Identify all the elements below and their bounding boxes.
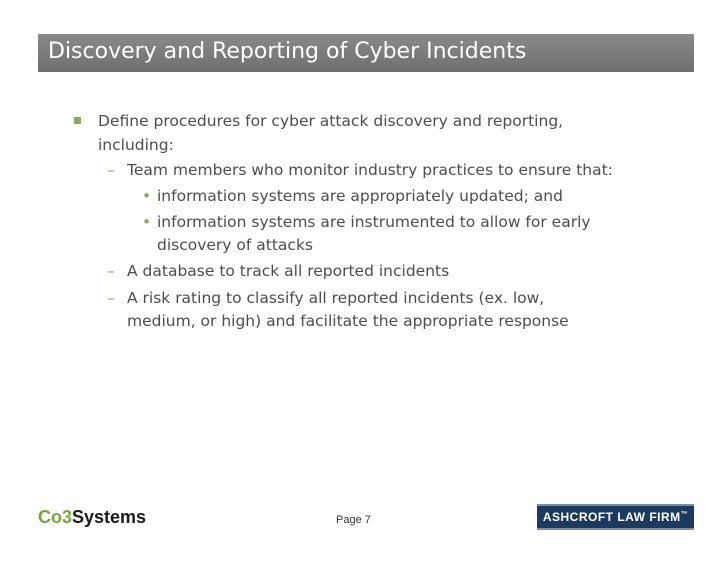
- logo-systems-text: Systems: [72, 507, 147, 527]
- bullet-l2-database: A database to track all reported incidents: [127, 262, 450, 280]
- bullet-l2-team-members: Team members who monitor industry practices to ensure that:: [127, 161, 613, 179]
- square-bullet-icon: [74, 117, 81, 124]
- law-firm-name: ASHCROFT LAW FIRM: [542, 510, 681, 524]
- bullet-l3-instrumented-line1: information systems are instrumented to allow for early: [157, 213, 591, 231]
- dash-bullet-icon: –: [107, 161, 115, 179]
- dot-bullet-icon: •: [142, 213, 152, 231]
- bullet-l2-risk-rating-line1: A risk rating to classify all reported incidents (ex. low,: [127, 289, 545, 307]
- bullet-l3-updated: information systems are appropriately updated; and: [157, 187, 563, 205]
- co3systems-logo: [38, 507, 146, 528]
- bullet-l1-line1: Define procedures for cyber attack discovery and reporting,: [98, 112, 564, 130]
- dash-bullet-icon: –: [107, 262, 115, 280]
- dot-bullet-icon: •: [142, 187, 152, 205]
- bullet-l3-instrumented-line2: discovery of attacks: [157, 236, 313, 254]
- bullet-l2-risk-rating-line2: medium, or high) and facilitate the appropriate response: [127, 312, 569, 330]
- bullet-l1-line2: including:: [98, 136, 174, 154]
- slide-title: Discovery and Reporting of Cyber Incidents: [48, 39, 527, 64]
- dash-bullet-icon: –: [107, 289, 115, 307]
- trademark-mark: ™: [680, 511, 689, 518]
- page-number: Page 7: [336, 514, 371, 526]
- logo-co3-text: Co3: [38, 507, 73, 527]
- law-firm-text-wrap: [537, 510, 694, 524]
- ashcroft-law-firm-logo: [537, 504, 694, 530]
